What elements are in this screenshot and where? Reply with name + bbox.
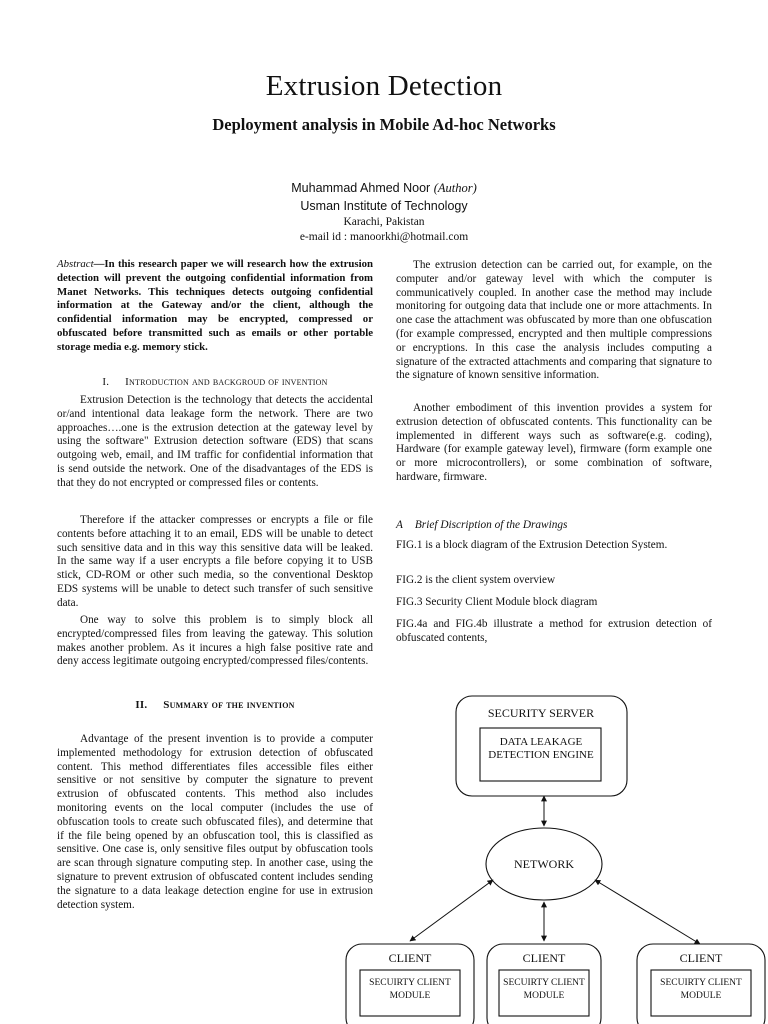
section-1-paragraph-3: One way to solve this problem is to simply block all encrypted/compressed files from leaving the gateway. This solution makes another problem. As it incures a high false positive rate and deny access legitimate outgoing encrypted/compressed files/contents. bbox=[57, 614, 373, 668]
section-1-heading bbox=[57, 376, 373, 388]
network-client-3-arrow bbox=[595, 880, 700, 944]
network-label: NETWORK bbox=[514, 857, 574, 871]
client-1-label: CLIENT bbox=[388, 951, 432, 965]
subsection-a-letter: A bbox=[396, 519, 403, 531]
client-1-module-line-1: SECUIRTY CLIENT bbox=[369, 978, 451, 988]
detection-engine-label-line-1: DATA LEAKAGE bbox=[499, 736, 583, 748]
section-2-paragraph-1: Advantage of the present invention is to provide a computer implemented methodology for extrusion detection of obfuscated content. This method differentiates files accessible files either sensitive or not sensitive by computer the signature to prevent extrusion of obfuscated contents. This method also includes monitoring events on the local computer (includes the use of obfuscation tools to create such obfuscated files), and determine that if the file being opened by an obfuscation tool, this is classified as sensitive. One case is, only sensitive files output by obfuscation tools are scan through signature computing step. In another case, using the signature to prevent extrusion of obfuscated content includes sending the signature to a data leakage detection engine for use in extrusion detection system. bbox=[57, 733, 373, 911]
right-column-paragraph-2: Another embodiment of this invention provides a system for extrusion detection of obfuscated contents. This functionality can be implemented in different ways such as software(e.g. coding), Hardware (for example gateway level), firmware (form example one or more microcontrollers), or some combination of software, hardware, firmware. bbox=[396, 402, 712, 483]
detection-engine-label-line-2: DETECTION ENGINE bbox=[488, 749, 594, 761]
section-2-title: Summary of the invention bbox=[163, 699, 295, 711]
client-2-module-line-1: SECUIRTY CLIENT bbox=[503, 978, 585, 988]
client-2-label: CLIENT bbox=[522, 951, 566, 965]
client-3-module-line-1: SECUIRTY CLIENT bbox=[660, 978, 742, 988]
security-server-label: SECURITY SERVER bbox=[487, 706, 595, 720]
extrusion-detection-block-diagram bbox=[330, 690, 768, 1024]
section-1-paragraph-1: Extrusion Detection is the technology that detects the accidental or/and intentional data leakage form the network. There are two approaches….one is the extrusion detection at the gateway level by using the software" Extrusion detection software (EDS) that scans outgoing web, email, and IM traffic for confidential information that is send outside the network. One of the disadvantages of the EDS is that they do not encrypted or compressed files or contents. bbox=[57, 394, 373, 489]
client-1 bbox=[346, 944, 474, 1024]
author-role: (Author) bbox=[433, 181, 477, 195]
fig-2-caption: FIG.2 is the client system overview bbox=[396, 574, 556, 586]
subsection-a-heading bbox=[396, 519, 712, 531]
fig-4-caption: FIG.4a and FIG.4b illustrate a method for extrusion detection of obfuscated contents, bbox=[396, 618, 712, 644]
abstract-dash: — bbox=[93, 258, 105, 270]
client-3-module-line-2: MODULE bbox=[680, 991, 722, 1001]
network-client-1-arrow bbox=[410, 880, 493, 941]
abstract-label: Abstract bbox=[57, 258, 94, 270]
fig-3-caption: FIG.3 Security Client Module block diagram bbox=[396, 596, 598, 608]
client-3 bbox=[637, 944, 765, 1024]
client-1-module-line-2: MODULE bbox=[389, 991, 431, 1001]
right-column-paragraph-1: The extrusion detection can be carried out, for example, on the computer and/or gateway level with which the computer is communicatively coupled. In another case the method may include monitoring for outgoing data that include one or more attachments. In one case the attachment was obfuscated by more than one obfuscation (for example compressed, encrypted and then multiple compressions or encryptions. In this case the analysis includes computing a signature of the extracted attachments and comparing that signature to the signature of known sensitive information. bbox=[396, 259, 712, 382]
fig-1-caption: FIG.1 is a block diagram of the Extrusion Detection System. bbox=[396, 539, 668, 551]
section-2-number: II. bbox=[135, 699, 148, 711]
author-city: Karachi, Pakistan bbox=[343, 216, 425, 228]
author-name: Muhammad Ahmed Noor bbox=[291, 181, 431, 195]
section-1-number: I. bbox=[102, 376, 110, 388]
author-email: e-mail id : manoorkhi@hotmail.com bbox=[299, 231, 469, 243]
section-1-paragraph-2: Therefore if the attacker compresses or encrypts a file or file contents before attaching it to an email, EDS will be unable to detect such sensitive data and in this way this sensitive data will be leaked. In the same way if a user encrypts a file before copying it to USB stick, CD-ROM or other such media, so the conventional Desktop EDS systems will be unable to detect such transfer of such sensitive data. bbox=[57, 514, 373, 609]
paper-subtitle: Deployment analysis in Mobile Ad-hoc Networks bbox=[212, 115, 556, 134]
author-block bbox=[0, 180, 768, 245]
client-2 bbox=[487, 944, 601, 1024]
abstract-text: In this research paper we will research how the extrusion detection will prevent the outgoing confidential information from Manet Networks. This techniques detects outgoing confidential information at the Gateway and/or the client, although the confidential information may be encrypted, compressed or obfuscated before transmitted such as emails or other portable storage media e.g. memory stick. bbox=[57, 258, 373, 353]
subsection-a-title: Brief Discription of the Drawings bbox=[414, 519, 568, 531]
client-3-label: CLIENT bbox=[679, 951, 723, 965]
abstract bbox=[57, 258, 373, 355]
section-1-title: Introduction and backgroud of invention bbox=[125, 376, 328, 388]
client-2-module-line-2: MODULE bbox=[523, 991, 565, 1001]
author-name-line bbox=[0, 180, 768, 196]
section-2-heading bbox=[57, 699, 373, 711]
author-institution: Usman Institute of Technology bbox=[300, 199, 468, 213]
paper-title: Extrusion Detection bbox=[265, 70, 503, 102]
